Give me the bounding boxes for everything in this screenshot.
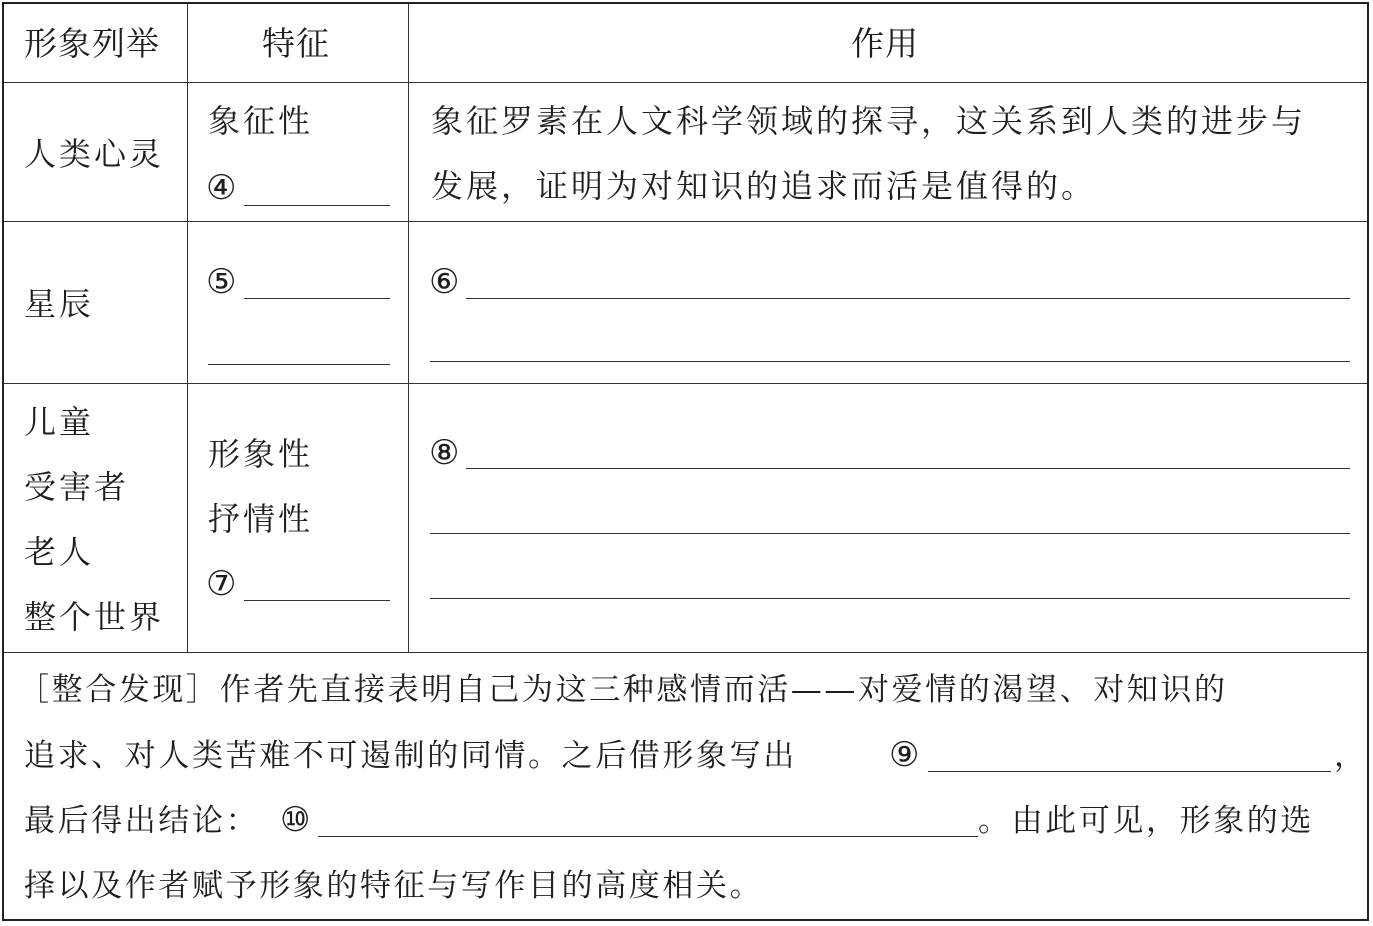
header-image-list: 形象列举: [24, 24, 160, 63]
row1-feature-line1: 象征性: [208, 102, 314, 140]
blank-10[interactable]: [318, 836, 978, 837]
row1-divider: [4, 221, 1367, 222]
row3-feature-line2: 抒情性: [208, 500, 314, 538]
summary-line-4: 择以及作者赋予形象的特征与写作目的高度相关。: [24, 868, 764, 904]
blank-5-line1[interactable]: [244, 298, 390, 299]
blank-6-line2[interactable]: [430, 361, 1350, 362]
blank-8-line1[interactable]: [466, 468, 1350, 469]
row3-image-3: 老人: [24, 533, 95, 571]
row1-effect-line1: 象征罗素在人文科学领域的探寻，这关系到人类的进步与: [431, 102, 1307, 140]
blank-7[interactable]: [244, 600, 390, 601]
row1-feature-marker: ④: [206, 168, 237, 208]
header-effect: 作用: [851, 24, 919, 63]
summary-line-2-suffix: ，: [1334, 738, 1368, 774]
blank-8-line3[interactable]: [430, 598, 1350, 599]
row2-image: 星辰: [24, 285, 95, 323]
blank-4[interactable]: [244, 205, 390, 206]
row3-image-1: 儿童: [24, 403, 95, 441]
summary-line-1: ［整合发现］作者先直接表明自己为这三种感情而活——对爱情的渴望、对知识的: [18, 672, 1228, 708]
summary-line-2-prefix: 追求、对人类苦难不可遏制的同情。之后借形象写出: [24, 738, 797, 774]
row3-feature-marker: ⑦: [206, 564, 237, 604]
row2-divider: [4, 383, 1367, 384]
blank-5-line2[interactable]: [208, 364, 390, 365]
header-feature: 特征: [262, 24, 330, 63]
row3-feature-line1: 形象性: [208, 435, 314, 473]
blank-9[interactable]: [928, 771, 1331, 772]
column-divider-1: [187, 4, 188, 652]
summary-line-3-prefix: 最后得出结论：: [24, 803, 260, 839]
row3-image-4: 整个世界: [24, 598, 165, 636]
summary-line-3-suffix: 。由此可见，形象的选: [978, 803, 1314, 839]
header-divider: [4, 82, 1367, 83]
summary-marker-9: ⑨: [889, 735, 920, 775]
row2-feature-marker: ⑤: [206, 262, 237, 302]
table-bottom-divider: [4, 652, 1367, 653]
row3-image-2: 受害者: [24, 468, 130, 506]
row1-image: 人类心灵: [24, 135, 165, 173]
column-divider-2: [408, 4, 409, 652]
blank-6-line1[interactable]: [466, 298, 1350, 299]
blank-8-line2[interactable]: [430, 533, 1350, 534]
row2-effect-marker: ⑥: [429, 262, 460, 302]
row3-effect-marker: ⑧: [429, 433, 460, 473]
summary-marker-10: ⑩: [280, 800, 311, 840]
row1-effect-line2: 发展，证明为对知识的追求而活是值得的。: [431, 167, 1097, 205]
